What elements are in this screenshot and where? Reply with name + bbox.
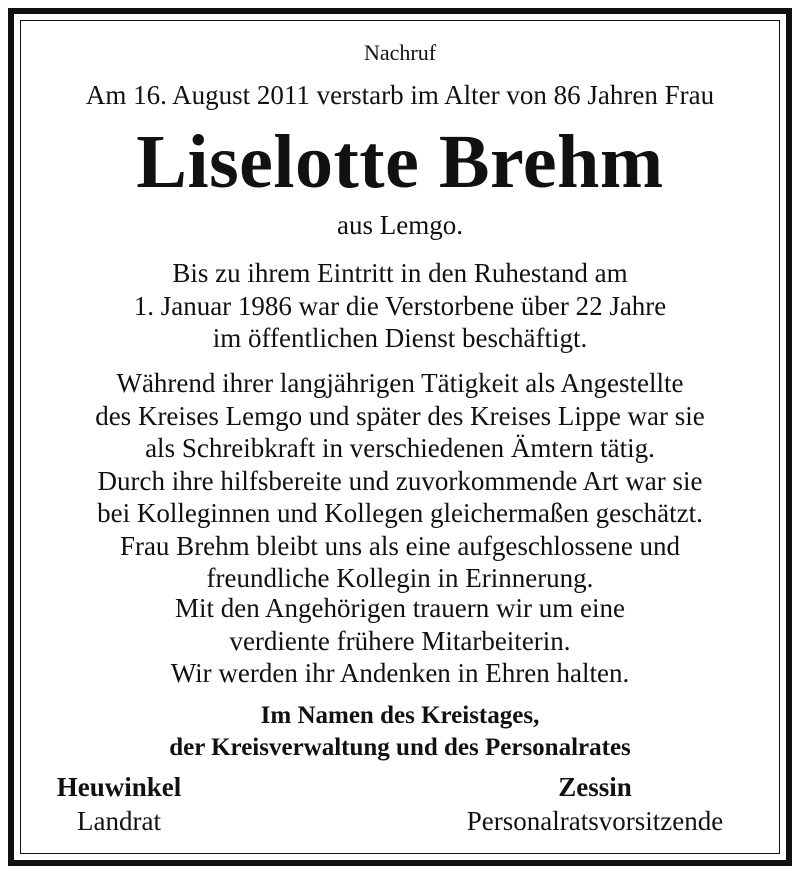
text-line: freundliche Kollegin in Erinnerung. (206, 563, 594, 593)
signatory-title: Landrat (77, 806, 161, 836)
text-line: 1. Januar 1986 war die Verstorbene über 22 Jahre (133, 290, 667, 321)
text-line: im öffentlichen Dienst beschäftigt. (212, 323, 588, 353)
organization-line: der Kreisverwaltung und des Personalrates (169, 734, 631, 761)
notice-intro: Am 16. August 2011 verstarb im Alter von 86 Jahren Frau (85, 80, 715, 110)
signatory-title: Personalratsvorsitzende (466, 806, 724, 836)
text-line: Durch ihre hilfsbereite und zuvorkommende Art war sie (97, 465, 703, 496)
text-line: als Schreibkraft in verschiedenen Ämtern tätig. (145, 433, 655, 463)
text-line: Frau Brehm bleibt uns als eine aufgeschlossene und (119, 530, 681, 561)
signatory-right (430, 770, 760, 838)
signatory-left (44, 770, 194, 838)
text-line: Bis zu ihrem Eintritt in den Ruhestand am (172, 258, 628, 288)
text-line: verdiente frühere Mitarbeiterin. (229, 625, 571, 656)
text-line: des Kreises Lemgo und später des Kreises Lippe war sie (95, 400, 705, 431)
organization-line: Im Namen des Kreistages, (260, 702, 540, 729)
signatory-name: Zessin (558, 772, 632, 802)
deceased-name: Liselotte Brehm (136, 120, 664, 204)
text-line: bei Kolleginnen und Kollegen gleichermaßen geschätzt. (97, 498, 703, 528)
text-line: Wir werden ihr Andenken in Ehren halten. (170, 658, 630, 688)
organization-block (0, 700, 800, 764)
deceased-origin: aus Lemgo. (337, 210, 463, 240)
notice-heading: Nachruf (363, 40, 437, 65)
text-line: Mit den Angehörigen trauern wir um eine (175, 593, 625, 623)
paragraph-career (0, 367, 800, 595)
paragraph-mourning (0, 592, 800, 690)
text-line: Während ihrer langjährigen Tätigkeit als Angestellte (116, 368, 684, 398)
paragraph-retirement (0, 257, 800, 355)
signatory-name: Heuwinkel (56, 772, 182, 802)
